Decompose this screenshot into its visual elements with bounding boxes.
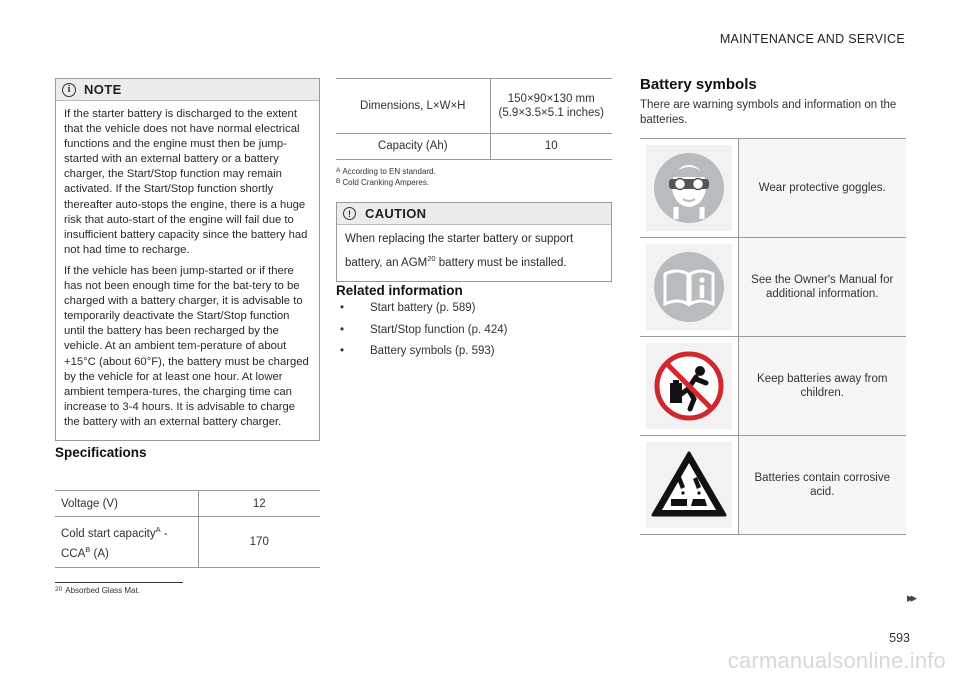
- corrosive-text: Batteries contain corrosive acid.: [738, 436, 906, 535]
- note-paragraph-1: If the starter battery is discharged to the extent that the vehicle does not have normal electrical functions and the engine must then be jump-started with an external battery or a battery charger, the Start/Stop function may remain activated. If the Start/Stop function shortly thereafter auto-stops the engine, there is a huge risk that auto-start of the engine will fail due to insufficient battery capacity since the battery had not had time to recharge.: [64, 108, 308, 256]
- watermark: carmanualsonline.info: [727, 648, 946, 673]
- keep-children-away-icon: [646, 343, 732, 429]
- footnote-a: $^A$ According to EN standard.: [336, 167, 436, 176]
- caution-box: [336, 202, 612, 282]
- table-row: [640, 436, 906, 535]
- table-row: [336, 134, 612, 160]
- table-row: [640, 139, 906, 238]
- dimensions-table: [336, 78, 612, 160]
- related-link-start-stop[interactable]: Start/Stop function (p. 424): [370, 323, 508, 336]
- goggles-icon: [646, 145, 732, 231]
- list-item[interactable]: • Start battery (p. 589): [336, 298, 507, 320]
- goggles-text: Wear protective goggles.: [738, 139, 906, 238]
- related-link-start-battery[interactable]: Start battery (p. 589): [370, 302, 476, 314]
- capacity-value: 10: [490, 134, 612, 160]
- cca-value: 170: [198, 517, 320, 568]
- caution-icon: !: [343, 207, 356, 220]
- note-paragraph-2: If the vehicle has been jump-started or if there has not been enough time for the bat-tery to be charged with a battery charger, it is advisable to temporarily deactivate the Start/Stop function until the battery has been recharged by the vehicle. At an ambient tem-perature of about +15°C (about 60°F), the battery must be charged by the vehicle for at least one hour. At lower ambient tempera-tures, the charging time can increase to 3-4 hours. It is advisable to charge the battery with an external battery charger.: [64, 264, 309, 428]
- voltage-value: 12: [198, 491, 320, 517]
- footnote-b: $^B$ Cold Cranking Amperes.: [336, 178, 430, 187]
- caution-header: [337, 203, 611, 225]
- table-row: [336, 79, 612, 134]
- manual-icon: [646, 244, 732, 330]
- note-box: [55, 78, 320, 441]
- info-icon: i: [62, 83, 76, 97]
- next-page-icon[interactable]: ▸▸: [906, 590, 914, 605]
- battery-symbols-title: Battery symbols: [640, 76, 757, 93]
- footnote-20: $^{20}$ Absorbed Glass Mat.: [55, 586, 140, 595]
- children-text: Keep batteries away from children.: [738, 337, 906, 436]
- caution-title: CAUTION: [365, 206, 427, 221]
- list-item[interactable]: • Battery symbols (p. 593): [336, 341, 507, 363]
- table-row: [640, 337, 906, 436]
- battery-symbols-table: [640, 138, 906, 535]
- section-header: MAINTENANCE AND SERVICE: [719, 32, 905, 46]
- capacity-label: Capacity (Ah): [336, 134, 490, 160]
- manual-text: See the Owner's Manual for additional information.: [738, 238, 906, 337]
- battery-symbols-intro: There are warning symbols and information on the batteries.: [640, 99, 897, 126]
- dimensions-value: 150×90×130 mm (5.9×3.5×5.1 inches): [490, 79, 612, 134]
- note-header: [56, 79, 319, 101]
- table-row: [55, 517, 320, 568]
- table-footnotes: [336, 166, 436, 188]
- table-row: [640, 238, 906, 337]
- voltage-label: Voltage (V): [55, 491, 198, 517]
- note-body: [56, 101, 319, 440]
- list-item[interactable]: • Start/Stop function (p. 424): [336, 320, 507, 342]
- page-number: 593: [889, 631, 910, 645]
- dimensions-label: Dimensions, L×W×H: [336, 79, 490, 134]
- corrosive-icon: [646, 442, 732, 528]
- note-title: NOTE: [84, 82, 122, 97]
- related-link-battery-symbols[interactable]: Battery symbols (p. 593): [370, 345, 495, 357]
- table-row: [55, 491, 320, 517]
- specifications-title: Specifications: [55, 445, 147, 460]
- related-information-title: Related information: [336, 283, 463, 298]
- related-information-list: [336, 298, 507, 363]
- caution-body: When replacing the starter battery or support battery, an AGM$^{20}$ battery must be installed.: [345, 233, 574, 269]
- cca-label: Cold start capacity$^A$ - $CCA^B$ (A): [55, 517, 198, 568]
- footnote-divider: [55, 582, 183, 583]
- specifications-table: [55, 490, 320, 568]
